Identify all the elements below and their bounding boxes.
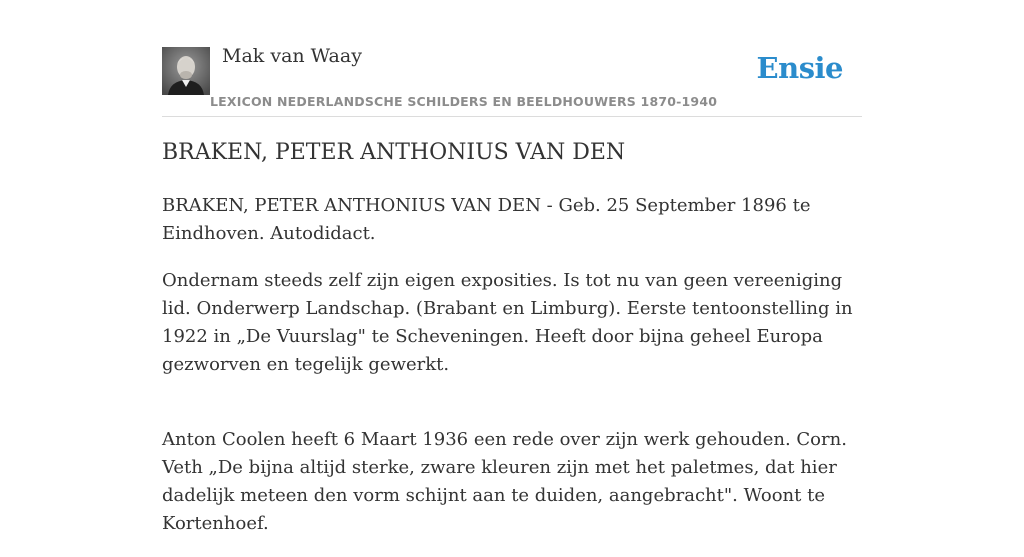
author-name[interactable]: Mak van Waay [222, 45, 362, 67]
brand-logo[interactable]: Ensie [756, 51, 843, 85]
source-subtitle[interactable]: LEXICON NEDERLANDSCHE SCHILDERS EN BEELDHOUWERS 1870-1940 [210, 94, 718, 109]
article-paragraph: BRAKEN, PETER ANTHONIUS VAN DEN - Geb. 25 September 1896 te Eindhoven. Autodidact. [162, 195, 811, 244]
page-title: BRAKEN, PETER ANTHONIUS VAN DEN [162, 140, 626, 165]
author-portrait-icon [162, 47, 210, 95]
header [162, 0, 862, 117]
content-container [162, 0, 862, 534]
paragraph-spacer [162, 398, 862, 426]
article-paragraph: Anton Coolen heeft 6 Maart 1936 een rede over zijn werk gehouden. Corn. Veth „De bijna altijd sterke, zware kleuren zijn met het paletmes, dat hier dadelijk meteen den vorm schijnt aan te duiden, aangebracht". Woont te Kortenhoef. [162, 429, 847, 534]
article-paragraph: Ondernam steeds zelf zijn eigen exposities. Is tot nu van geen vereeniging lid. Onderwerp Landschap. (Brabant en Limburg). Eerste tentoonstelling in 1922 in „De Vuurslag" te Scheveningen. Heeft door bijna geheel Europa gezworven en tegelijk gewerkt. [162, 270, 853, 375]
article-body [162, 192, 862, 557]
author-avatar[interactable] [162, 47, 210, 95]
